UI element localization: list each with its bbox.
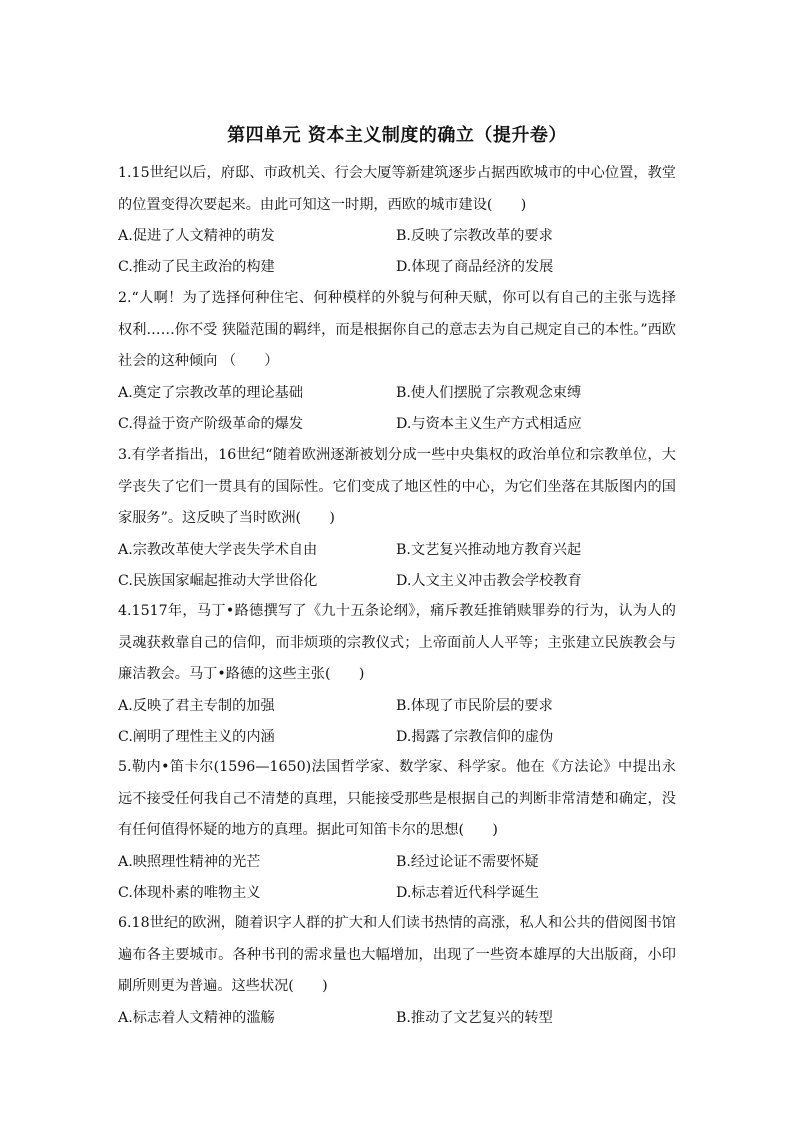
question-stem: 6.18世纪的欧洲，随着识字人群的扩大和人们读书热情的高涨，私人和公共的借阅图书馆遍布各主要城市。各种书刊的需求量也大幅增加，出现了一些资本雄厚的大出版商，小印刷所则更为普遍。这些状况( ) [118, 915, 676, 994]
question-stem: 2.“人啊！为了选择何种住宅、何种模样的外貌与何种天赋，你可以有自己的主张与选择权利……你不受 狭隘范围的羁绊，而是根据你自己的意志去为自己规定自己的本性。”西欧社会的这种倾向 （ ） [118, 290, 676, 369]
option-a: A.奠定了宗教改革的理论基础 [118, 384, 304, 401]
option-row [118, 378, 676, 409]
option-b: B.使人们摆脱了宗教观念束缚 [396, 384, 582, 401]
option-d: D.人文主义冲击教会学校教育 [396, 572, 582, 589]
question-6 [118, 908, 676, 1034]
option-row [118, 252, 676, 283]
option-a: A.促进了人文精神的萌发 [118, 228, 275, 244]
option-b: B.推动了文艺复兴的转型 [396, 1009, 553, 1026]
option-row [118, 691, 676, 722]
option-a: A.宗教改革使大学丧失学术自由 [118, 541, 318, 558]
question-3 [118, 440, 676, 597]
option-d: D.体现了商品经济的发展 [396, 259, 554, 275]
option-row [118, 221, 676, 252]
question-stem: 3.有学者指出，16世纪“随着欧洲逐渐被划分成一些中央集权的政治单位和宗教单位，大学丧失了它们一贯具有的国际性。它们变成了地区性的中心，为它们坐落在其版图内的国家服务”。这反映了当时欧洲( ) [118, 447, 676, 526]
option-d: D.揭露了宗教信仰的虚伪 [396, 728, 554, 745]
option-row [118, 722, 676, 753]
option-a: A.标志着人文精神的滥觞 [118, 1009, 275, 1026]
option-b: B.经过论证不需要怀疑 [396, 853, 539, 870]
option-row [118, 1003, 676, 1034]
question-5 [118, 752, 676, 909]
option-row [118, 566, 676, 597]
option-d: D.与资本主义生产方式相适应 [396, 415, 582, 432]
option-row [118, 847, 676, 878]
option-c: C.得益于资产阶级革命的爆发 [118, 415, 304, 432]
question-2 [118, 283, 676, 440]
question-stem: 1.15世纪以后，府邸、市政机关、行会大厦等新建筑逐步占据西欧城市的中心位置，教堂的位置变得次要起来。由此可知这一时期，西欧的城市建设( ) [118, 165, 676, 213]
page-title: 第四单元 资本主义制度的确立（提升卷） [227, 125, 567, 146]
option-row [118, 409, 676, 440]
option-c: C.推动了民主政治的构建 [118, 259, 275, 275]
option-b: B.体现了市民阶层的要求 [396, 697, 553, 714]
option-a: A.反映了君主专制的加强 [118, 697, 275, 714]
question-stem: 5.勒内•笛卡尔(1596—1650)法国哲学家、数学家、科学家。他在《方法论》中提出永远不接受任何我自己不清楚的真理，只能接受那些是根据自己的判断非常清楚和确定，没有任何值得怀疑的地方的真理。据此可知笛卡尔的思想( ) [118, 759, 676, 838]
option-row [118, 878, 676, 909]
option-b: B.反映了宗教改革的要求 [396, 228, 553, 244]
question-1 [118, 158, 676, 283]
question-stem: 4.1517年，马丁•路德撰写了《九十五条论纲》，痛斥教廷推销赎罪券的行为，认为人的灵魂获救靠自己的信仰，而非烦琐的宗教仪式；上帝面前人人平等；主张建立民族教会与廉洁教会。马丁•路德的这些主张( ) [118, 603, 676, 682]
option-c: C.阐明了理性主义的内涵 [118, 728, 275, 745]
option-d: D.标志着近代科学诞生 [396, 884, 540, 901]
option-row [118, 535, 676, 566]
option-c: C.民族国家崛起推动大学世俗化 [118, 572, 318, 589]
question-4 [118, 596, 676, 753]
option-b: B.文艺复兴推动地方教育兴起 [396, 541, 582, 558]
option-a: A.映照理性精神的光芒 [118, 853, 261, 870]
option-c: C.体现朴素的唯物主义 [118, 884, 261, 901]
